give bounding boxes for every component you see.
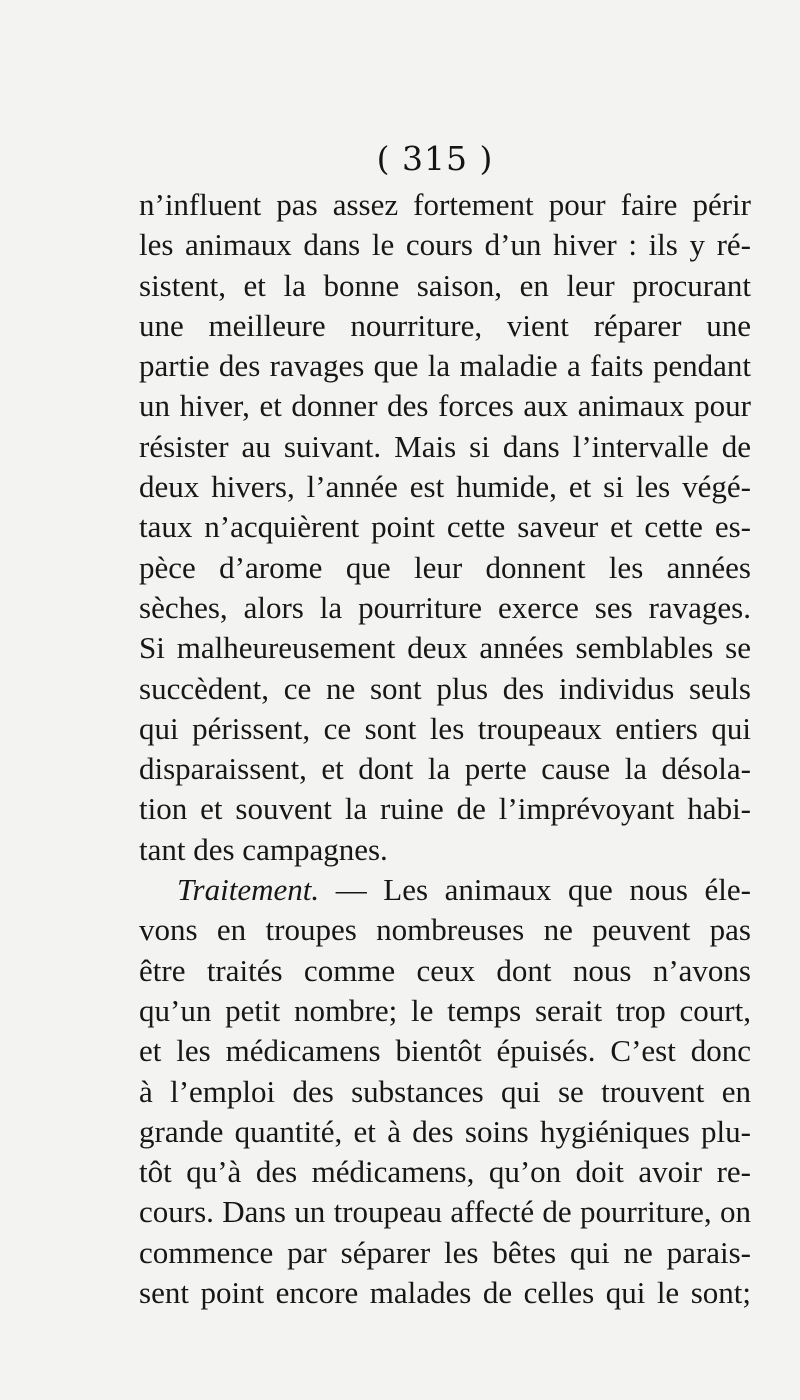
text-line [139, 870, 751, 910]
text-line: tôt qu’à des médicamens, qu’on doit avoir re- [139, 1154, 751, 1190]
text-line: à l’emploi des substances qui se trouvent en [139, 1073, 751, 1109]
text-line: taux n’acquièrent point cette saveur et cette es- [139, 509, 751, 545]
text-line: tion et souvent la ruine de l’imprévoyant habi- [139, 791, 751, 827]
section-heading: Traitement. [177, 872, 320, 908]
text-line: sent point encore malades de celles qui le sont; [139, 1275, 751, 1311]
text-line: un hiver, et donner des forces aux animaux pour [139, 388, 751, 424]
text-line: partie des ravages que la maladie a faits pendant [139, 348, 751, 384]
text-line: Si malheureusement deux années semblables se [139, 630, 751, 666]
text-line: commence par séparer les bêtes qui ne parais- [139, 1234, 751, 1270]
text-line: succèdent, ce ne sont plus des individus seuls [139, 670, 751, 706]
text-line: qu’un petit nombre; le temps serait trop court, [139, 992, 751, 1028]
text-line: les animaux dans le cours d’un hiver : ils y ré- [139, 227, 751, 263]
text-line: sèches, alors la pourriture exerce ses ravages. [139, 589, 751, 625]
text-run: — Les animaux que nous éle- [319, 872, 751, 908]
text-line: grande quantité, et à des soins hygiéniques plu- [139, 1113, 751, 1149]
text-line: et les médicamens bientôt épuisés. C’est donc [139, 1033, 751, 1069]
text-line: une meilleure nourriture, vient réparer une [139, 307, 751, 343]
page-number: ( 315 ) [376, 139, 494, 178]
text-line: sistent, et la bonne saison, en leur procurant [139, 267, 751, 303]
paragraph-1 [139, 185, 751, 870]
text-line: être traités comme ceux dont nous n’avons [139, 952, 751, 988]
text-line: cours. Dans un troupeau affecté de pourriture, on [139, 1194, 751, 1230]
paragraph-2 [139, 870, 751, 1313]
text-line: disparaissent, et dont la perte cause la désola- [139, 751, 751, 787]
body-text [139, 185, 751, 1313]
text-line: vons en troupes nombreuses ne peuvent pas [139, 912, 751, 948]
text-line: qui périssent, ce sont les troupeaux entiers qui [139, 710, 751, 746]
text-line: résister au suivant. Mais si dans l’intervalle de [139, 428, 751, 464]
text-line: tant des campagnes. [139, 831, 388, 867]
text-line: pèce d’arome que leur donnent les années [139, 549, 751, 585]
text-line: deux hivers, l’année est humide, et si les végé- [139, 469, 751, 505]
text-line: n’influent pas assez fortement pour faire périr [139, 187, 751, 222]
